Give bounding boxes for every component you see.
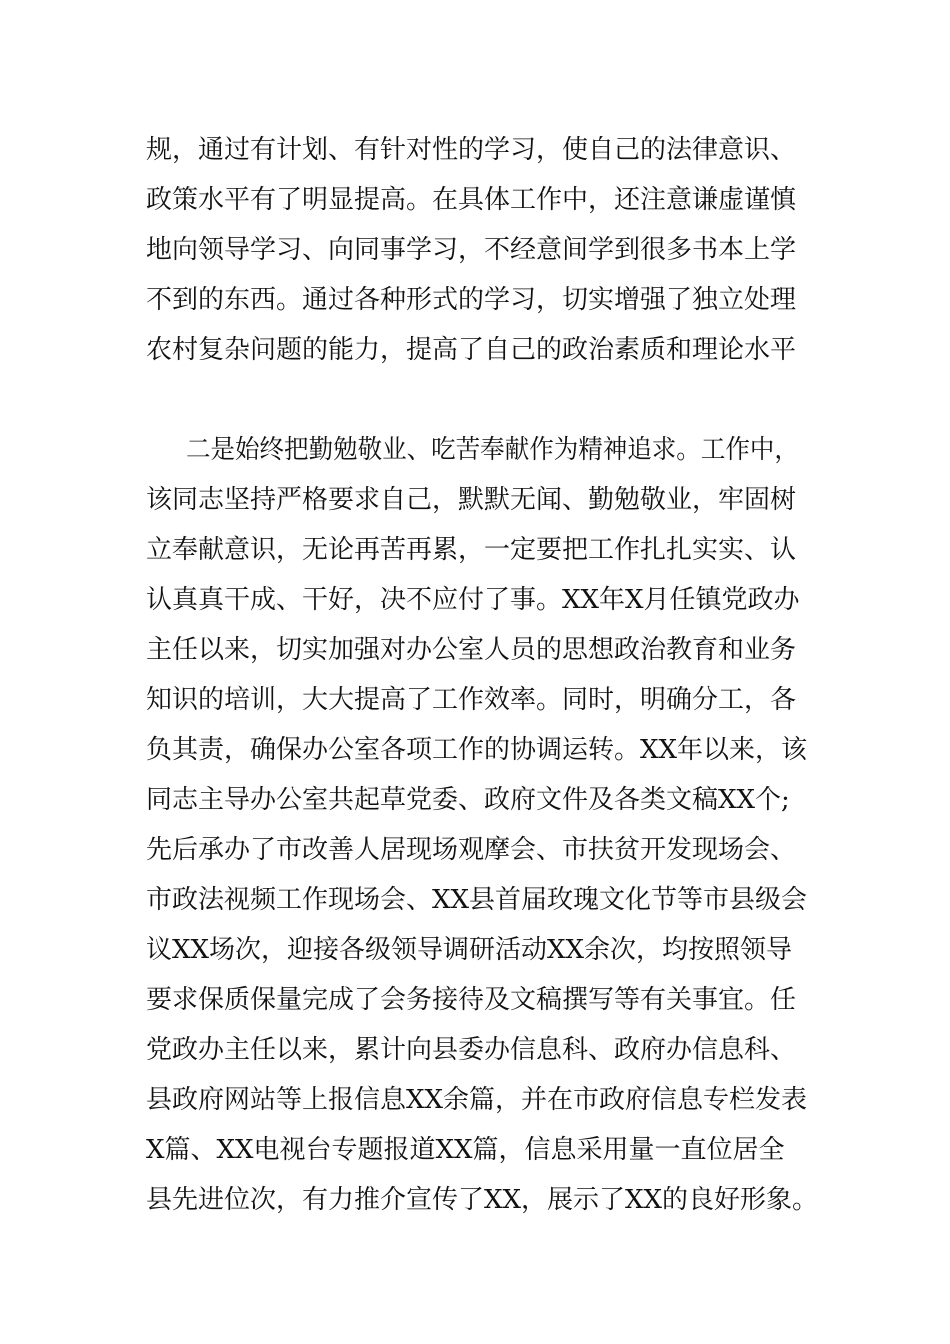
text-line: 县政府网站等上报信息XX余篇，并在市政府信息专栏发表 [146, 1085, 808, 1115]
text-line: 议XX场次，迎接各级领导调研活动XX余次，均按照领导 [146, 935, 793, 965]
text-line: 政策水平有了明显提高。在具体工作中，还注意谦虚谨慎 [146, 185, 797, 215]
text-line: X篇、XX电视台专题报道XX篇，信息采用量一直位居全 [146, 1135, 785, 1165]
text-line: 党政办主任以来，累计向县委办信息科、政府办信息科、 [146, 1035, 797, 1065]
text-line: 知识的培训，大大提高了工作效率。同时，明确分工，各 [146, 685, 797, 715]
text-line: 二是始终把勤勉敬业、吃苦奉献作为精神追求。工作中， [186, 435, 799, 465]
text-line: 认真真干成、干好，决不应付了事。XX年X月任镇党政办 [146, 585, 800, 615]
text-line: 不到的东西。通过各种形式的学习，切实增强了独立处理 [146, 285, 797, 315]
text-line: 规，通过有计划、有针对性的学习，使自己的法律意识、 [146, 135, 797, 165]
text-line: 市政法视频工作现场会、XX县首届玫瑰文化节等市县级会 [146, 885, 808, 915]
text-line: 该同志坚持严格要求自己，默默无闻、勤勉敬业，牢固树 [146, 485, 797, 515]
text-line: 主任以来，切实加强对办公室人员的思想政治教育和业务 [146, 635, 797, 665]
text-line: 同志主导办公室共起草党委、政府文件及各类文稿XX个; [146, 785, 790, 815]
text-line: 农村复杂问题的能力，提高了自己的政治素质和理论水平 [146, 335, 797, 365]
text-line: 先后承办了市改善人居现场观摩会、市扶贫开发现场会、 [146, 835, 797, 865]
text-line: 负其责，确保办公室各项工作的协调运转。XX年以来，该 [146, 735, 808, 765]
text-line: 县先进位次，有力推介宣传了XX，展示了XX的良好形象。 [146, 1185, 819, 1215]
text-line: 立奉献意识，无论再苦再累，一定要把工作扎扎实实、认 [146, 535, 797, 565]
text-line: 要求保质保量完成了会务接待及文稿撰写等有关事宜。任 [146, 985, 797, 1015]
text-line: 地向领导学习、向同事学习，不经意间学到很多书本上学 [146, 235, 797, 265]
